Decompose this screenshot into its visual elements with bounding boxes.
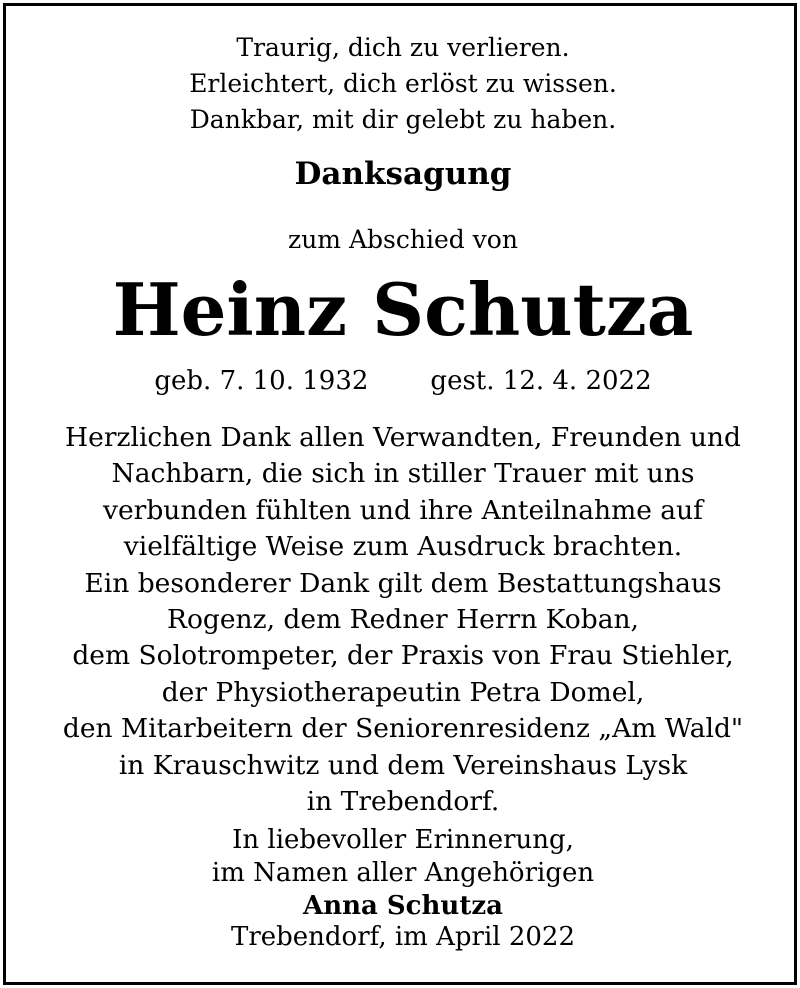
life-dates xyxy=(6,362,800,400)
thanks-line: der Physiotherapeutin Petra Domel, xyxy=(161,676,645,708)
memorial-verse xyxy=(6,30,800,138)
deceased-name: Heinz Schutza xyxy=(112,267,694,352)
death-date: gest. 12. 4. 2022 xyxy=(430,366,652,396)
notice-heading: Danksagung xyxy=(294,156,512,192)
place-date: Trebendorf, im April 2022 xyxy=(230,922,576,952)
thanks-line: Herzlichen Dank allen Verwandten, Freunden und xyxy=(65,422,741,453)
thanks-text xyxy=(6,420,800,820)
thanks-line: dem Solotrompeter, der Praxis von Frau Stiehler, xyxy=(72,640,734,672)
verse-line: Traurig, dich zu verlieren. xyxy=(236,33,570,62)
thanks-line: den Mitarbeitern der Seniorenresidenz „Am Wald" xyxy=(62,713,744,745)
thanks-line: in Krauschwitz und dem Vereinshaus Lysk xyxy=(118,749,688,781)
thanks-line: Ein besonderer Dank gilt dem Bestattungshaus xyxy=(84,567,722,599)
thanks-line: in Trebendorf. xyxy=(306,786,500,818)
intro-line: zum Abschied von xyxy=(288,225,518,254)
signer-name: Anna Schutza xyxy=(303,891,503,921)
closing-line: im Namen aller Angehörigen xyxy=(211,858,595,888)
notice-frame xyxy=(3,3,797,985)
verse-line: Erleichtert, dich erlöst zu wissen. xyxy=(189,69,617,98)
thanks-line: Nachbarn, die sich in stiller Trauer mit uns xyxy=(111,458,695,490)
closing-line: In liebevoller Erinnerung, xyxy=(232,825,574,855)
thanks-line: verbunden fühlten und ihre Anteilnahme auf xyxy=(103,494,703,526)
verse-line: Dankbar, mit dir gelebt zu haben. xyxy=(189,105,617,134)
birth-date: geb. 7. 10. 1932 xyxy=(154,366,369,396)
closing-block xyxy=(6,824,800,923)
thanks-line: Rogenz, dem Redner Herrn Koban, xyxy=(167,604,639,636)
thanks-line: vielfältige Weise zum Ausdruck brachten. xyxy=(123,531,683,563)
